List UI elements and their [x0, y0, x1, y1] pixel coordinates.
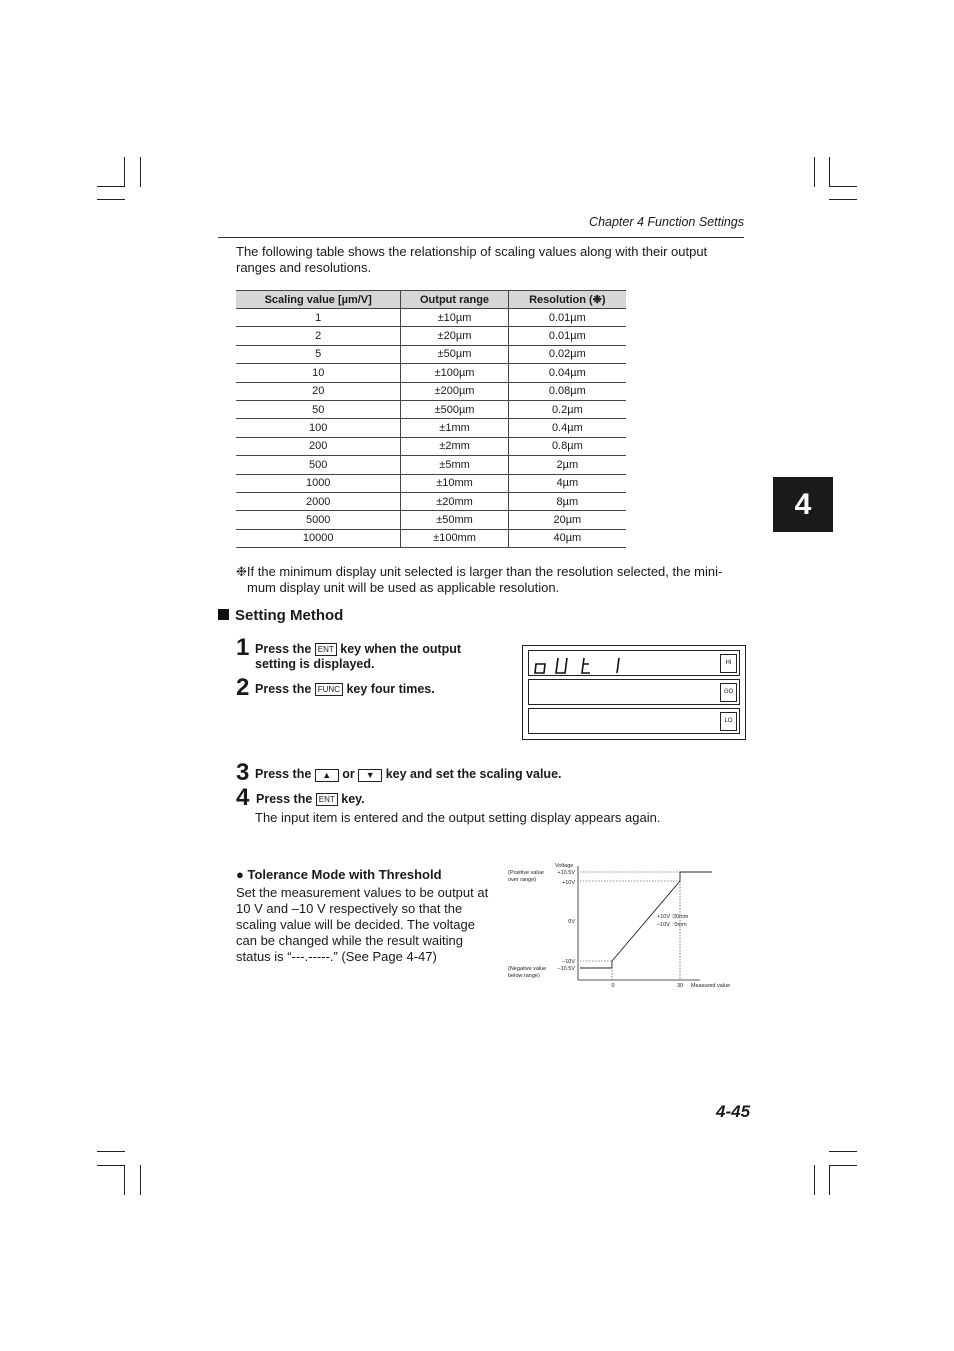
step-text: Press the: [256, 792, 313, 806]
x-tick-label: 0: [611, 983, 615, 989]
table-cell: ±100mm: [401, 529, 508, 547]
table-cell: ±2mm: [401, 437, 508, 455]
column-header: Scaling value [µm/V]: [236, 291, 401, 309]
step-2-text: [255, 682, 435, 697]
table-row: [236, 492, 626, 510]
column-header: Output range: [401, 291, 508, 309]
table-cell: 0.08µm: [508, 382, 626, 400]
crop-mark: [829, 199, 857, 200]
table-cell: 40µm: [508, 529, 626, 547]
table-cell: 2: [236, 327, 401, 345]
step-text: Press the: [255, 682, 312, 696]
crop-mark: [140, 1165, 141, 1195]
table-cell: 1: [236, 309, 401, 327]
display-row-go: [528, 679, 740, 705]
crop-mark: [814, 1165, 815, 1195]
table-row: [236, 437, 626, 455]
table-cell: ±20µm: [401, 327, 508, 345]
step-4-description: The input item is entered and the output setting display appears again.: [255, 810, 661, 825]
table-row: [236, 511, 626, 529]
crop-mark: [829, 1151, 857, 1152]
table-row: [236, 529, 626, 547]
section-heading: [218, 607, 343, 624]
page-number: 4-45: [716, 1102, 751, 1121]
step-3: [236, 761, 249, 785]
square-bullet-icon: [218, 609, 229, 620]
crop-mark: [140, 157, 141, 187]
table-row: [236, 309, 626, 327]
chapter-title: Chapter 4 Function Settings: [589, 215, 744, 229]
column-header: Resolution (❉): [508, 291, 626, 309]
bullet-icon: ●: [236, 867, 244, 882]
table-row: [236, 327, 626, 345]
table-cell: ±1mm: [401, 419, 508, 437]
table-header-row: [236, 291, 626, 309]
table-row: [236, 364, 626, 382]
step-text: setting is displayed.: [255, 657, 375, 671]
note-line: ❉If the minimum display unit selected is larger than the resolution selected, the mini-: [236, 564, 723, 579]
table-cell: ±10µm: [401, 309, 508, 327]
step-1: [236, 636, 249, 660]
step-number: 3: [236, 759, 250, 786]
scaling-table: [236, 290, 626, 548]
table-cell: ±10mm: [401, 474, 508, 492]
table-cell: 8µm: [508, 492, 626, 510]
pos-over-label: (Positive value: [508, 870, 544, 876]
crop-mark: [829, 1165, 857, 1166]
y-tick-label: 0V: [568, 919, 575, 925]
table-cell: 5: [236, 345, 401, 363]
step-2: [236, 676, 249, 700]
crop-mark: [814, 157, 815, 187]
x-axis-title: Measured value: [691, 983, 731, 989]
crop-mark: [97, 186, 125, 187]
table-cell: 0.2µm: [508, 400, 626, 418]
table-row: [236, 382, 626, 400]
table-cell: 20µm: [508, 511, 626, 529]
table-row: [236, 419, 626, 437]
display-row-hi: [528, 650, 740, 676]
table-cell: 0.01µm: [508, 327, 626, 345]
y-tick-label: +10V: [562, 880, 575, 886]
hi-indicator: HI: [720, 654, 737, 673]
table-cell: 20: [236, 382, 401, 400]
table-cell: 0.8µm: [508, 437, 626, 455]
table-cell: ±20mm: [401, 492, 508, 510]
table-row: [236, 400, 626, 418]
y-tick-label: –10.5V: [557, 966, 575, 972]
crop-mark: [97, 1165, 125, 1166]
step-number: 2: [236, 674, 250, 701]
down-arrow-key-icon: ▼: [358, 769, 382, 782]
step-text: Press the: [255, 767, 312, 781]
display-panel: [522, 645, 746, 740]
step-text: Press the: [255, 642, 312, 656]
step-number: 4: [236, 784, 250, 811]
table-cell: ±100µm: [401, 364, 508, 382]
segment-readout: [531, 651, 631, 675]
chapter-tab: 4: [773, 477, 833, 532]
table-row: [236, 345, 626, 363]
crop-mark: [97, 1151, 125, 1152]
step-number: 1: [236, 634, 250, 661]
output-curve: [580, 872, 712, 968]
x-tick-label: 30: [676, 983, 684, 989]
step-3-text: [255, 767, 562, 782]
crop-mark: [124, 157, 125, 187]
table-cell: 200: [236, 437, 401, 455]
table-cell: ±5mm: [401, 456, 508, 474]
table-cell: 0.02µm: [508, 345, 626, 363]
up-arrow-key-icon: ▲: [315, 769, 339, 782]
func-key-icon: FUNC: [315, 683, 343, 696]
step-text: key four times.: [346, 682, 435, 696]
table-cell: ±200µm: [401, 382, 508, 400]
table-cell: 0.04µm: [508, 364, 626, 382]
graph-annotation: –10V : 0mm: [657, 922, 687, 928]
neg-below-label: (Negative value: [508, 966, 547, 972]
step-text: or: [342, 767, 355, 781]
display-row-lo: [528, 708, 740, 734]
step-text: key and set the scaling value.: [385, 767, 562, 781]
crop-mark: [97, 199, 125, 200]
pos-over-label: over range): [508, 877, 537, 883]
crop-mark: [829, 186, 857, 187]
step-text: key when the output: [340, 642, 462, 656]
table-cell: ±500µm: [401, 400, 508, 418]
table-cell: 4µm: [508, 474, 626, 492]
step-1-text: [255, 642, 495, 672]
table-cell: 2µm: [508, 456, 626, 474]
note-line: mum display unit will be used as applicable resolution.: [247, 580, 560, 595]
table-cell: 0.01µm: [508, 309, 626, 327]
crop-mark: [124, 1165, 125, 1195]
table-cell: 0.4µm: [508, 419, 626, 437]
segment-text: oUt 1: [531, 649, 534, 650]
step-4-text: [256, 792, 365, 807]
chapter-header: [218, 215, 744, 238]
y-tick-label: +10.5V: [557, 870, 575, 876]
table-cell: 5000: [236, 511, 401, 529]
resolution-note: [236, 564, 736, 596]
y-tick-label: –10V: [562, 959, 575, 965]
table-cell: ±50µm: [401, 345, 508, 363]
table-row: [236, 456, 626, 474]
section-title: Setting Method: [235, 607, 344, 624]
table-cell: 10: [236, 364, 401, 382]
graph-annotation: +10V :30mm: [657, 914, 689, 920]
table-cell: 2000: [236, 492, 401, 510]
crop-mark: [829, 1165, 830, 1195]
go-indicator: GO: [720, 683, 737, 702]
intro-paragraph: The following table shows the relationship of scaling values along with their output ranges and resolutions.: [236, 244, 708, 275]
y-axis-title: Voltage: [555, 863, 574, 869]
voltage-graph: [500, 858, 750, 998]
neg-below-label: below range): [508, 973, 540, 979]
table-cell: 100: [236, 419, 401, 437]
table-cell: 10000: [236, 529, 401, 547]
table-cell: ±50mm: [401, 511, 508, 529]
table-row: [236, 474, 626, 492]
tolerance-body: Set the measurement values to be output at 10 V and –10 V respectively so that the scaling value will be decided. The voltage can be changed while the result waiting status is “---.-----.” (See Page 4-47): [236, 885, 489, 964]
tolerance-heading: [236, 867, 442, 882]
table-cell: 1000: [236, 474, 401, 492]
tolerance-title: Tolerance Mode with Threshold: [247, 867, 442, 882]
lo-indicator: LO: [720, 712, 737, 731]
table-cell: 50: [236, 400, 401, 418]
table-cell: 500: [236, 456, 401, 474]
crop-mark: [829, 157, 830, 187]
ent-key-icon: ENT: [316, 793, 338, 806]
step-4: [236, 786, 249, 810]
step-text: key.: [341, 792, 365, 806]
ent-key-icon: ENT: [315, 643, 337, 656]
